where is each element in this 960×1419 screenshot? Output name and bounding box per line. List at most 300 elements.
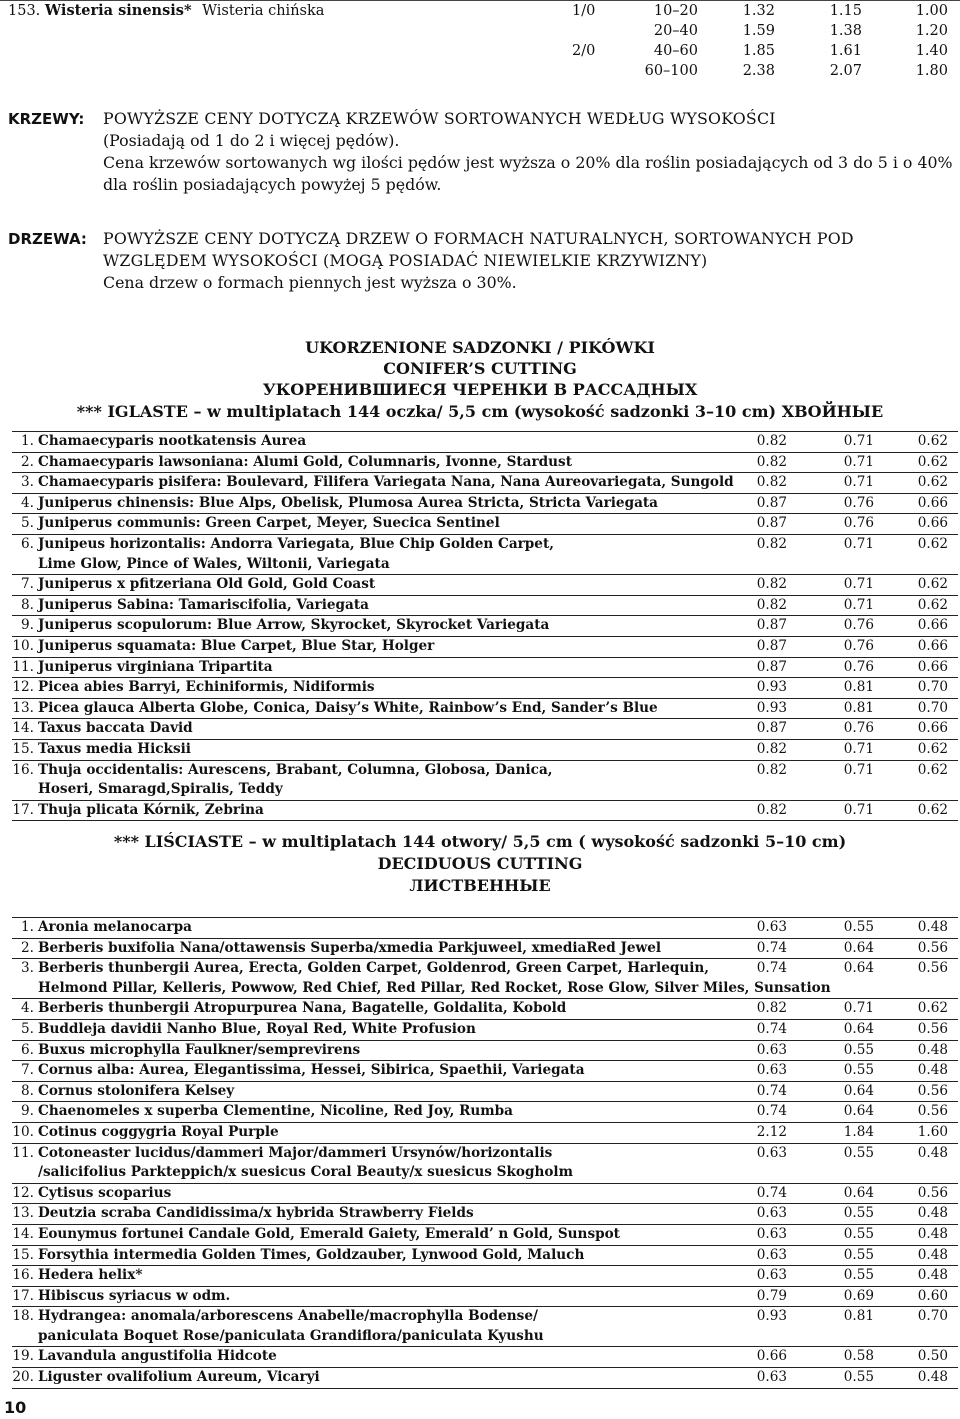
- item-number: 17.: [12, 801, 34, 818]
- deciduous-heading-2: DECIDUOUS CUTTING: [377, 854, 583, 873]
- drzewa-label: DRZEWA:: [8, 230, 87, 248]
- price-cell: 0.71: [843, 761, 874, 778]
- list-item: [12, 1225, 958, 1246]
- item-number: 19.: [12, 1348, 34, 1365]
- list-item: [12, 494, 958, 515]
- list-item-line: [12, 761, 958, 781]
- item-number: 15.: [12, 740, 34, 757]
- price-cell: 0.66: [917, 515, 948, 532]
- list-item: [12, 1102, 958, 1123]
- item-number: 10.: [12, 1123, 34, 1140]
- conifer-heading-1: UKORZENIONE SADZONKI / PIKÓWKI: [305, 338, 655, 357]
- price-cell: 0.63: [756, 1205, 787, 1222]
- height-cell: 20–40: [653, 23, 698, 39]
- price-cell: 0.93: [756, 679, 787, 696]
- wisteria-row: [0, 21, 960, 41]
- price-cell: 0.70: [917, 1308, 948, 1325]
- price-cell: 0.82: [756, 761, 787, 778]
- list-item: [12, 719, 958, 740]
- price-cell: 2.12: [756, 1123, 787, 1140]
- height-cell: 40–60: [653, 43, 698, 59]
- price-cell: 1.38: [829, 23, 862, 39]
- price-cell: 0.87: [756, 494, 787, 511]
- list-item: [12, 1061, 958, 1082]
- item-name: Hydrangea: anomala/arborescens Anabelle/macrophylla Bodense/: [38, 1308, 538, 1325]
- item-name: Eounymus fortunei Candale Gold, Emerald Gaiety, Emerald’ n Gold, Sunspot: [38, 1225, 620, 1242]
- price-cell: 0.62: [917, 453, 948, 470]
- item-name: Liguster ovalifolium Aureum, Vicaryi: [38, 1369, 320, 1386]
- price-cell: 0.82: [756, 576, 787, 593]
- price-cell: 0.69: [843, 1287, 874, 1304]
- item-name: Hedera helix*: [38, 1267, 143, 1284]
- price-cell: 0.62: [917, 740, 948, 757]
- item-name: Aronia melanocarpa: [38, 919, 192, 935]
- price-cell: 0.87: [756, 658, 787, 675]
- price-cell: 0.62: [917, 474, 948, 491]
- krzewy-line-1: POWYŻSZE CENY DOTYCZĄ KRZEWÓW SORTOWANYCH WEDŁUG WYSOKOŚCI: [103, 109, 776, 128]
- item-name: Lavandula angustifolia Hidcote: [38, 1348, 277, 1365]
- price-cell: 0.64: [843, 960, 874, 977]
- list-item: [12, 1266, 958, 1287]
- price-cell: 0.87: [756, 515, 787, 532]
- list-item: [12, 959, 958, 999]
- list-item: [12, 678, 958, 699]
- price-cell: 0.82: [756, 596, 787, 613]
- price-cell: 0.64: [843, 1103, 874, 1120]
- item-number: 9.: [21, 1103, 34, 1120]
- deciduous-list: [12, 917, 958, 1389]
- price-cell: 1.32: [742, 3, 775, 19]
- item-name: Berberis thunbergii Aurea, Erecta, Golden Carpet, Goldenrod, Green Carpet, Harlequin,: [38, 960, 710, 977]
- price-cell: 0.71: [843, 474, 874, 491]
- item-name: Chamaecyparis lawsoniana: Alumi Gold, Columnaris, Ivonne, Stardust: [38, 453, 572, 470]
- item-name: Thuja occidentalis: Aurescens, Brabant, Columna, Globosa, Danica,: [38, 761, 553, 778]
- list-item-line: [12, 1204, 958, 1224]
- list-item: [12, 1144, 958, 1184]
- price-cell: 0.63: [756, 1062, 787, 1079]
- price-cell: 0.66: [917, 494, 948, 511]
- price-cell: 0.64: [843, 1082, 874, 1099]
- conifer-heading-2: CONIFER’S CUTTING: [383, 359, 577, 378]
- list-item: [12, 1184, 958, 1205]
- item-name: Thuja plicata Kórnik, Zebrina: [38, 801, 264, 818]
- list-item: [12, 1307, 958, 1347]
- list-item: [12, 514, 958, 535]
- price-cell: 0.66: [917, 637, 948, 654]
- list-item-line: [12, 473, 958, 493]
- list-item: [12, 596, 958, 617]
- item-name-continued: /salicifolius Parkteppich/x suesicus Coral Beauty/x suesicus Skogholm: [38, 1164, 573, 1181]
- item-number: 8.: [21, 596, 34, 613]
- list-item: [12, 535, 958, 575]
- price-cell: 0.71: [843, 740, 874, 757]
- height-cell: 10–20: [653, 3, 698, 19]
- list-item-line: [12, 1102, 958, 1122]
- price-cell: 0.76: [843, 658, 874, 675]
- item-name: Juniperus chinensis: Blue Alps, Obelisk, Plumosa Aurea Stricta, Stricta Variegata: [38, 494, 658, 511]
- list-item: [12, 939, 958, 960]
- price-cell: 1.60: [917, 1123, 948, 1140]
- wisteria-number: 153.: [8, 3, 41, 19]
- conifer-heading-3: УКОРЕНИВШИЕСЯ ЧЕРЕНКИ В РАССАДНЫХ: [262, 380, 698, 399]
- price-cell: 0.71: [843, 433, 874, 449]
- item-name: Picea glauca Alberta Globe, Conica, Daisy’s White, Rainbow’s End, Sander’s Blue: [38, 699, 658, 716]
- price-cell: 0.82: [756, 535, 787, 552]
- price-cell: 1.40: [915, 43, 948, 59]
- list-item-line: [12, 1020, 958, 1040]
- item-name: Chamaecyparis pisifera: Boulevard, Filifera Variegata Nana, Nana Aureovariegata, Sungold: [38, 474, 734, 491]
- item-name-continued: Hoseri, Smaragd,Spiralis, Teddy: [38, 781, 283, 798]
- list-item: [12, 1204, 958, 1225]
- item-name: Taxus media Hicksii: [38, 740, 191, 757]
- list-item-line: [12, 1307, 958, 1327]
- price-cell: 1.59: [742, 23, 775, 39]
- pricing-notes: [8, 108, 953, 294]
- item-number: 20.: [12, 1369, 34, 1386]
- item-name: Cornus alba: Aurea, Elegantissima, Hessei, Sibirica, Spaethii, Variegata: [38, 1062, 585, 1079]
- list-item: [12, 761, 958, 801]
- price-cell: 0.55: [843, 1144, 874, 1161]
- price-cell: 0.79: [756, 1287, 787, 1304]
- price-cell: 0.76: [843, 515, 874, 532]
- item-number: 7.: [21, 576, 34, 593]
- item-number: 2.: [21, 939, 34, 956]
- list-item-line: [12, 678, 958, 698]
- item-number: 15.: [12, 1246, 34, 1263]
- item-number: 9.: [21, 617, 34, 634]
- price-cell: 0.71: [843, 596, 874, 613]
- price-cell: 0.66: [917, 658, 948, 675]
- list-item-line: [12, 1082, 958, 1102]
- price-cell: 0.87: [756, 617, 787, 634]
- list-item: [12, 1123, 958, 1144]
- item-name: Picea abies Barryi, Echiniformis, Nidiformis: [38, 679, 375, 696]
- price-cell: 0.63: [756, 1225, 787, 1242]
- item-number: 5.: [21, 1020, 34, 1037]
- price-cell: 0.71: [843, 576, 874, 593]
- item-number: 12.: [12, 679, 34, 696]
- price-cell: 0.82: [756, 740, 787, 757]
- list-item-line: [12, 432, 958, 452]
- price-cell: 1.20: [915, 23, 948, 39]
- price-cell: 1.84: [843, 1123, 874, 1140]
- price-cell: 0.63: [756, 1041, 787, 1058]
- price-cell: 0.76: [843, 720, 874, 737]
- price-cell: 0.48: [917, 1041, 948, 1058]
- list-item: [12, 1041, 958, 1062]
- price-cell: 1.00: [915, 3, 948, 19]
- deciduous-heading-3: ЛИСТВЕННЫЕ: [409, 876, 551, 895]
- item-name-continued: Lime Glow, Pince of Wales, Wiltonii, Variegata: [38, 555, 390, 572]
- list-item: [12, 918, 958, 939]
- item-name: Juniperus scopulorum: Blue Arrow, Skyrocket, Skyrocket Variegata: [38, 617, 550, 634]
- price-cell: 0.87: [756, 720, 787, 737]
- price-cell: 0.63: [756, 919, 787, 935]
- wisteria-price-block: [0, 0, 960, 81]
- price-cell: 0.71: [843, 453, 874, 470]
- price-cell: 0.74: [756, 1103, 787, 1120]
- list-item-line: [12, 1287, 958, 1307]
- price-cell: 0.50: [917, 1348, 948, 1365]
- price-cell: 0.55: [843, 1369, 874, 1386]
- price-cell: 0.76: [843, 637, 874, 654]
- list-item-line: [12, 1144, 958, 1164]
- deciduous-heading-1: *** LIŚCIASTE – w multiplatach 144 otwory/ 5,5 cm ( wysokość sadzonki 5–10 cm): [113, 832, 847, 851]
- price-cell: 1.15: [829, 3, 862, 19]
- price-cell: 0.56: [917, 939, 948, 956]
- item-number: 2.: [21, 453, 34, 470]
- size-cell: 2/0: [572, 43, 596, 59]
- wisteria-row: [0, 1, 960, 21]
- list-item-line: [12, 999, 958, 1019]
- list-item-line: [12, 1225, 958, 1245]
- item-number: 1.: [21, 919, 34, 935]
- list-item: [12, 1020, 958, 1041]
- list-item: [12, 1347, 958, 1368]
- price-cell: 0.71: [843, 1000, 874, 1017]
- price-cell: 0.48: [917, 1062, 948, 1079]
- price-cell: 0.81: [843, 679, 874, 696]
- price-cell: 0.87: [756, 637, 787, 654]
- list-item: [12, 1368, 958, 1389]
- item-name: Juniperus Sabina: Tamariscifolia, Variegata: [38, 596, 369, 613]
- list-item-line: [12, 959, 958, 979]
- drzewa-text: [103, 228, 953, 294]
- item-name: Hibiscus syriacus w odm.: [38, 1287, 231, 1304]
- list-item-line: [12, 740, 958, 760]
- price-cell: 0.64: [843, 939, 874, 956]
- size-cell: 1/0: [572, 3, 596, 19]
- wisteria-row: [0, 41, 960, 61]
- price-cell: 0.70: [917, 679, 948, 696]
- price-cell: 0.71: [843, 801, 874, 818]
- item-number: 7.: [21, 1062, 34, 1079]
- item-name: Cotoneaster lucidus/dammeri Major/dammeri Ursynów/horizontalis: [38, 1144, 553, 1161]
- conifer-heading-4: *** IGLASTE – w multiplatach 144 oczka/ 5,5 cm (wysokość sadzonki 3–10 cm) ХВОЙНЫЕ: [76, 402, 884, 421]
- price-cell: 0.60: [917, 1287, 948, 1304]
- krzewy-note: [8, 108, 953, 196]
- price-cell: 0.62: [917, 801, 948, 818]
- price-cell: 0.93: [756, 1308, 787, 1325]
- item-number: 6.: [21, 535, 34, 552]
- list-item-line: [12, 1266, 958, 1286]
- list-item-line: [12, 719, 958, 739]
- list-item: [12, 699, 958, 720]
- drzewa-line-2: Cena drzew o formach piennych jest wyższa o 30%.: [103, 273, 517, 292]
- item-number: 16.: [12, 1267, 34, 1284]
- price-cell: 0.82: [756, 474, 787, 491]
- wisteria-polish: Wisteria chińska: [202, 3, 325, 19]
- price-cell: 0.63: [756, 1246, 787, 1263]
- price-cell: 0.62: [917, 596, 948, 613]
- price-cell: 0.55: [843, 1225, 874, 1242]
- item-name: Chamaecyparis nootkatensis Aurea: [38, 433, 307, 449]
- list-item: [12, 616, 958, 637]
- price-cell: 0.55: [843, 1267, 874, 1284]
- price-cell: 0.81: [843, 1308, 874, 1325]
- item-number: 13.: [12, 699, 34, 716]
- price-cell: 0.82: [756, 453, 787, 470]
- price-cell: 0.70: [917, 699, 948, 716]
- price-cell: 0.74: [756, 1020, 787, 1037]
- price-cell: 0.48: [917, 1246, 948, 1263]
- item-number: 11.: [12, 658, 34, 675]
- list-item-line: [12, 1123, 958, 1143]
- price-cell: 0.48: [917, 1205, 948, 1222]
- price-cell: 0.56: [917, 1020, 948, 1037]
- item-number: 17.: [12, 1287, 34, 1304]
- list-item-line: [12, 575, 958, 595]
- price-cell: 1.85: [742, 43, 775, 59]
- price-cell: 0.62: [917, 576, 948, 593]
- wisteria-latin: Wisteria sinensis*: [44, 2, 192, 19]
- price-cell: 0.62: [917, 761, 948, 778]
- price-cell: 0.48: [917, 919, 948, 935]
- price-cell: 0.55: [843, 1205, 874, 1222]
- price-cell: 0.76: [843, 617, 874, 634]
- list-item: [12, 1082, 958, 1103]
- item-number: 16.: [12, 761, 34, 778]
- price-cell: 0.56: [917, 1184, 948, 1201]
- list-item-line: [12, 535, 958, 555]
- height-cell: 60–100: [644, 63, 698, 79]
- list-item-line: [12, 596, 958, 616]
- item-number: 13.: [12, 1205, 34, 1222]
- price-cell: 0.63: [756, 1267, 787, 1284]
- price-cell: 0.82: [756, 1000, 787, 1017]
- item-name: Juniperus virginiana Tripartita: [38, 658, 273, 675]
- list-item: [12, 432, 958, 453]
- price-cell: 0.48: [917, 1267, 948, 1284]
- krzewy-line-2: (Posiadają od 1 do 2 i więcej pędów).: [103, 131, 400, 150]
- item-name: Berberis thunbergii Atropurpurea Nana, Bagatelle, Goldalita, Kobold: [38, 1000, 567, 1017]
- list-item-line: [12, 918, 958, 938]
- list-item: [12, 801, 958, 822]
- list-item: [12, 473, 958, 494]
- price-cell: 1.61: [829, 43, 862, 59]
- list-item: [12, 1246, 958, 1267]
- price-cell: 0.66: [917, 720, 948, 737]
- item-number: 11.: [12, 1144, 34, 1161]
- krzewy-text: [103, 108, 953, 196]
- item-name-continued: paniculata Boquet Rose/paniculata Grandiflora/paniculata Kyushu: [38, 1327, 544, 1344]
- price-cell: 0.55: [843, 919, 874, 935]
- price-cell: 0.56: [917, 1082, 948, 1099]
- item-name: Cornus stolonifera Kelsey: [38, 1082, 235, 1099]
- price-cell: 0.62: [917, 433, 948, 449]
- item-number: 3.: [21, 960, 34, 977]
- item-name: Deutzia scraba Candidissima/x hybrida Strawberry Fields: [38, 1205, 474, 1222]
- item-number: 8.: [21, 1082, 34, 1099]
- list-item-line: [12, 658, 958, 678]
- price-cell: 0.64: [843, 1020, 874, 1037]
- item-name: Berberis buxifolia Nana/ottawensis Superba/xmedia Parkjuweel, xmediaRed Jewel: [38, 939, 662, 956]
- item-name-continued: Helmond Pillar, Kelleris, Powwow, Red Chief, Red Pillar, Red Rocket, Rose Glow, Silver Miles, Sunsation: [38, 979, 831, 996]
- price-cell: 0.82: [756, 801, 787, 818]
- list-item: [12, 658, 958, 679]
- price-cell: 0.66: [756, 1348, 787, 1365]
- krzewy-line-3: Cena krzewów sortowanych wg ilości pędów jest wyższa o 20% dla roślin posiadających od 3 do 5 i o 40% dla roślin posiadających powyżej 5 pędów.: [103, 153, 953, 194]
- item-number: 12.: [12, 1184, 34, 1201]
- list-item-line: [12, 1347, 958, 1367]
- drzewa-line-1: POWYŻSZE CENY DOTYCZĄ DRZEW O FORMACH NATURALNYCH, SORTOWANYCH POD WZGLĘDEM WYSOKOŚCI (MOGĄ POSIADAĆ NIEWIELKIE KRZYWIZNY): [103, 229, 854, 270]
- list-item-line: [12, 453, 958, 473]
- list-item-line: [12, 699, 958, 719]
- list-item-line: [12, 1246, 958, 1266]
- price-cell: 0.71: [843, 535, 874, 552]
- price-cell: 0.55: [843, 1041, 874, 1058]
- list-item: [12, 1287, 958, 1308]
- item-name: Buxus microphylla Faulkner/semprevirens: [38, 1041, 361, 1058]
- item-name: Taxus baccata David: [38, 720, 193, 737]
- list-item-line: [12, 616, 958, 636]
- list-item: [12, 637, 958, 658]
- item-name: Forsythia intermedia Golden Times, Goldzauber, Lynwood Gold, Maluch: [38, 1246, 585, 1263]
- list-item: [12, 740, 958, 761]
- page-number: 10: [4, 1398, 27, 1417]
- item-number: 4.: [21, 1000, 34, 1017]
- list-item-line: [12, 939, 958, 959]
- price-cell: 0.76: [843, 494, 874, 511]
- list-item-line: [12, 1184, 958, 1204]
- price-cell: 1.80: [915, 63, 948, 79]
- conifer-list: [12, 431, 958, 821]
- price-cell: 0.74: [756, 960, 787, 977]
- item-number: 4.: [21, 494, 34, 511]
- item-number: 10.: [12, 637, 34, 654]
- price-cell: 0.62: [917, 535, 948, 552]
- price-cell: 0.55: [843, 1062, 874, 1079]
- price-cell: 0.56: [917, 1103, 948, 1120]
- item-name: Juniperus x pfitzeriana Old Gold, Gold Coast: [38, 576, 376, 593]
- price-cell: 0.74: [756, 1184, 787, 1201]
- price-cell: 0.64: [843, 1184, 874, 1201]
- list-item-line: [12, 1368, 958, 1388]
- item-number: 6.: [21, 1041, 34, 1058]
- item-name: Cotinus coggygria Royal Purple: [38, 1123, 279, 1140]
- price-cell: 0.48: [917, 1369, 948, 1386]
- item-number: 5.: [21, 515, 34, 532]
- price-cell: 2.38: [742, 63, 775, 79]
- price-cell: 0.63: [756, 1144, 787, 1161]
- list-item-line: [12, 514, 958, 534]
- item-number: 14.: [12, 1225, 34, 1242]
- krzewy-label: KRZEWY:: [8, 110, 85, 128]
- price-cell: 0.63: [756, 1369, 787, 1386]
- list-item: [12, 999, 958, 1020]
- list-item-line: [12, 494, 958, 514]
- price-cell: 0.82: [756, 433, 787, 449]
- item-number: 14.: [12, 720, 34, 737]
- item-name: Juniperus communis: Green Carpet, Meyer, Suecica Sentinel: [38, 515, 500, 532]
- drzewa-note: [8, 228, 953, 294]
- item-name: Buddleja davidii Nanho Blue, Royal Red, White Profusion: [38, 1020, 476, 1037]
- list-item-line: [12, 1061, 958, 1081]
- item-number: 18.: [12, 1308, 34, 1325]
- price-cell: 0.48: [917, 1144, 948, 1161]
- list-item-line: [12, 1041, 958, 1061]
- price-cell: 0.66: [917, 617, 948, 634]
- price-cell: 0.58: [843, 1348, 874, 1365]
- list-item: [12, 453, 958, 474]
- item-number: 3.: [21, 474, 34, 491]
- price-cell: 0.81: [843, 699, 874, 716]
- item-name: Cytisus scoparius: [38, 1184, 172, 1201]
- price-cell: 0.48: [917, 1225, 948, 1242]
- wisteria-row: [0, 61, 960, 81]
- price-cell: 0.93: [756, 699, 787, 716]
- item-name: Junipeus horizontalis: Andorra Variegata, Blue Chip Golden Carpet,: [38, 535, 554, 552]
